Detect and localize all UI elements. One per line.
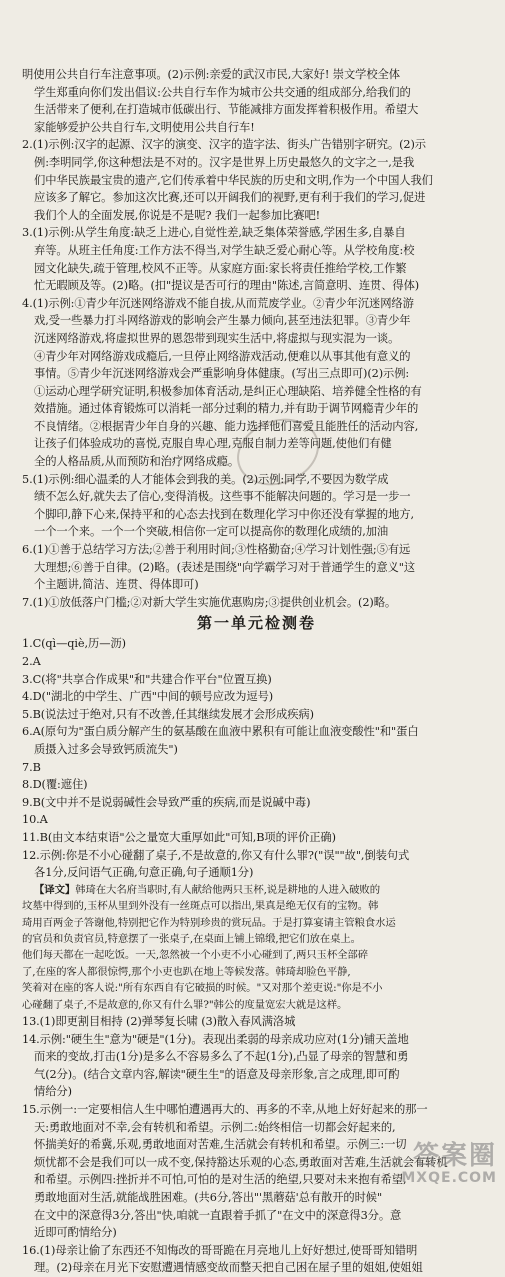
text-line: 理。(2)母亲在月光下安慰遭遇情感变故而整天把自己困在屋子里的姐姐,使姐姐 [34,1261,423,1275]
watermark-logo-text: 答案圈 [412,1141,497,1171]
translation-text: 韩琦在大名府当职时,有人献给他两只玉杯,说是耕地的人进入破败的 [75,883,381,896]
text-line: 2.(1)示例:汉字的起源、汉字的演变、汉字的造字法、街头广告错别字研究。(2)示 [22,138,426,152]
translation-line: 笑着对在座的客人说:"所有东西自有它破损的时候。"又对那个差吏说:"你是不小 [22,982,383,995]
text-line: 近即可酌情给分) [34,1226,117,1240]
text-line: 7.B [22,760,41,774]
translation-line [22,882,491,898]
text-line: 园文化缺失,疏于管理,校风不正等。从家庭方面:家长将责任推给学校,工作繁 [34,261,407,275]
text-line: 11.B(由文本结束语"公之量宽大重厚如此"可知,B项的评价正确) [22,830,336,844]
text-line: 15.示例一:一定要相信人生中哪怕遭遇再大的、再多的不幸,从地上好好起来的那一 [22,1102,428,1116]
text-line: 7.(1)①放低落户门槛;②对新大学生实施优惠购房;③提供创业机会。(2)略。 [22,595,397,609]
text-line: ①运动心理学研究证明,积极参加体育活动,是纠正心理缺陷、培养健全性格的有 [34,384,422,398]
text-line: 们中华民族最宝贵的遗产,它们传承着中华民族的历史和文明,作为一个中国人我们 [34,173,433,187]
text-line: 4.(1)示例:①青少年沉迷网络游戏不能自拔,从而荒废学业。②青少年沉迷网络游 [22,296,414,310]
text-line: 质摄入过多会导致钙质流失") [34,742,178,756]
translation-line: 他们每天都在一起吃饭。一天,忽然被一个小吏不小心碰到了,两只玉杯全部碎 [22,949,368,962]
text-line: 6.A(原句为"蛋白质分解产生的氨基酸在血液中累积有可能让血液变酸性"和"蛋白 [22,725,419,739]
text-line: 9.B(文中并不是说弱碱性会导致严重的疾病,而是说碱中毒) [22,795,311,809]
text-line: 沉迷网络游戏,将虚拟世界的恩怨带到现实生活中,将虚拟与现实混为一谈。 [34,331,400,345]
text-line: 明使用公共自行车注意事项。(2)示例:亲爱的武汉市民,大家好! 崇文学校全体 [22,68,400,81]
text-line: 5.(1)示例:细心温柔的人才能体会到我的美。(2)示例:同学,不要因为数学成 [22,472,389,486]
text-line: 应该多了解它。参加这次比赛,还可以开阔我们的视野,更有利于我们的学习,促进 [34,191,426,205]
text-line: 个脚印,静下心来,保持平和的心态去找到在数理化学习中你还没有掌握的地方, [34,507,414,521]
text-line: 我们个人的全面发展,你说是不是呢? 我们一起参加比赛吧! [34,208,321,222]
text-line: 4.D("湖北的中学生、广西"中间的顿号应改为逗号) [22,690,274,704]
text-line: 勇敢地面对生活,就能战胜困难。(共6分,答出"'黑蘑菇'总有散开的时候" [34,1190,383,1204]
text-line: 事情。⑤青少年沉迷网络游戏会严重影响身体健康。(写出三点即可)(2)示例: [34,367,410,381]
translation-line: 了,在座的客人都很惊愕,那个小吏也趴在地上等候发落。韩琦却脸色平静, [22,965,351,978]
text-line: 效措施。通过体育锻炼可以消耗一部分过剩的精力,并有助于调节网瘾青少年的 [34,402,419,416]
translation-line: 琦用百两金子答谢他,特别把它作为特别珍贵的赏玩品。于是打算宴请主管粮食水运 [22,916,396,929]
text-line: 各1分,反问语气正确,句意正确,句子通顺1分) [34,866,254,880]
watermark-url-text: MXQE.COM [401,1170,497,1186]
text-line: ④青少年对网络游戏成瘾后,一旦停止网络游戏活动,便难以从事其他有意义的 [34,349,411,363]
text-line: 14.示例:"硬生生"意为"硬是"(1分)。表现出柔弱的母亲成功应对(1分)铺天盖地 [22,1032,409,1046]
text-line: 情给分) [34,1085,72,1099]
text-line: 忙无暇顾及等。(2)略。(扣"提议是否可行的理由"陈述,言简意明、连贯、得体) [34,279,420,293]
text-line: 13.(1)即更割目相持 (2)弹琴复长啸 (3)散入春风满洛城 [22,1014,296,1028]
text-line: 10.A [22,813,48,827]
text-line: 5.B(说法过于绝对,只有不改善,任其继续发展才会形成疾病) [22,707,314,721]
text-line: 3.(1)示例:从学生角度:缺乏上进心,自觉性差,缺乏集体荣誉感,学困生多,自暴自 [22,226,406,240]
text-line: 在文中的深意得3分,答出"快,咱就一直跟着手抓了"在文中的深意得3分。意 [34,1208,402,1222]
text-line: 而来的变故,打击(1分)是多么不容易多么了不起(1分),凸显了母亲的智慧和勇 [34,1050,409,1064]
text-line: 2.A [22,655,41,668]
section-title: 第一单元检测卷 [196,614,316,633]
translation-line: 坟墓中得到的,玉杯从里到外没有一丝斑点可以指出,果真是绝无仅有的宝物。韩 [22,900,379,913]
text-line: 绩不怎么好,就失去了信心,变得消极。这些事不能解决问题的。学习是一步一 [34,490,411,504]
unit-test-answers-block [22,635,491,881]
answers-intro-block [22,66,491,611]
text-line: 气(2分)。(结合文章内容,解读"硬生生"的语意及母亲形象,言之成理,即可酌 [34,1067,400,1081]
text-line: 12.示例:你是不小心碰翻了桌子,不是故意的,你又有什么罪?("误""故",倒装句式 [22,848,410,862]
text-line: 怀揣美好的希冀,乐观,勇敢地面对苦难,生活就会有转机和希望。示例三:一切 [34,1138,407,1152]
text-line: 生活带来了便利,在打造城市低碳出行、节能减排方面发挥着积极作用。希望大 [34,103,419,117]
text-line: 天:勇敢地面对不幸,会有转机和希望。示例二:始终相信一切都会好起来的, [34,1120,396,1134]
text-line: 全的人格品质,从而预防和治疗网络成瘾。 [34,455,240,469]
text-line: 个主题讲,简洁、连贯、得体即可) [34,578,199,592]
text-line: 戏,受一些暴力打斗网络游戏的影响会产生暴力倾向,甚至违法犯罪。③青少年 [34,314,411,328]
text-line: 16.(1)母亲让偷了东西还不知悔改的哥哥跪在月亮地儿上好好想过,使哥哥知错明 [22,1243,418,1257]
text-line: 3.C(将"共享合作成果"和"共建合作平台"位置互换) [22,672,272,686]
text-line: 一个一个来。一个一个突破,相信你一定可以提高你的数理化成绩的,加油 [34,525,389,539]
text-line: 让孩子们体验成功的喜悦,克服自卑心理,克服自制力差等问题,使他们有健 [34,437,392,451]
translation-label: 【译文】 [34,883,76,896]
text-line: 6.(1)①善于总结学习方法;②善于利用时间;③性格勤奋;④学习计划性强;⑤有远 [22,543,411,557]
text-line: 家能够爱护公共自行车,文明使用公共自行车! [34,120,255,134]
text-line: 1.C(qì—qiè,历—沥) [22,637,126,651]
site-watermark [401,1142,497,1186]
translation-line: 的官员和负责官员,特意摆了一张桌子,在桌面上铺上锦缎,把它们放在桌上。 [22,932,361,945]
text-line: 例:李明同学,你这种想法是不对的。汉字是世界上历史最悠久的文字之一,是我 [34,155,415,169]
text-line: 烦忧都不会是我们可以一成不变,保持豁达乐观的心态,勇敢面对苦难,生活就会有转机 [34,1155,448,1169]
text-line: 学生郑重向你们发出倡议:公共自行车作为城市公共交通的组成部分,给我们的 [34,85,411,99]
text-line: 大理想;⑥善于自律。(2)略。(表述是围绕"向学霸学习对于普通学生的意义"这 [34,560,416,574]
translation-block [22,882,491,1013]
text-line: 弃等。从班主任角度:工作方法不得当,对学生缺乏爱心耐心等。从学校角度:校 [34,243,415,257]
text-line: 不良情绪。②根据青少年自身的兴趣、能力选择他们喜爱且能胜任的活动内容, [34,419,419,433]
text-line: 8.D(覆:遮住) [22,778,88,792]
text-line: 和希望。示例四:挫折并不可怕,可怕的是对生活的绝望,只要对未来抱有希望, [34,1173,407,1187]
translation-line: 心碰翻了桌子,不是故意的,你又有什么罪?"韩公的度量宽宏大就是这样。 [22,998,348,1011]
